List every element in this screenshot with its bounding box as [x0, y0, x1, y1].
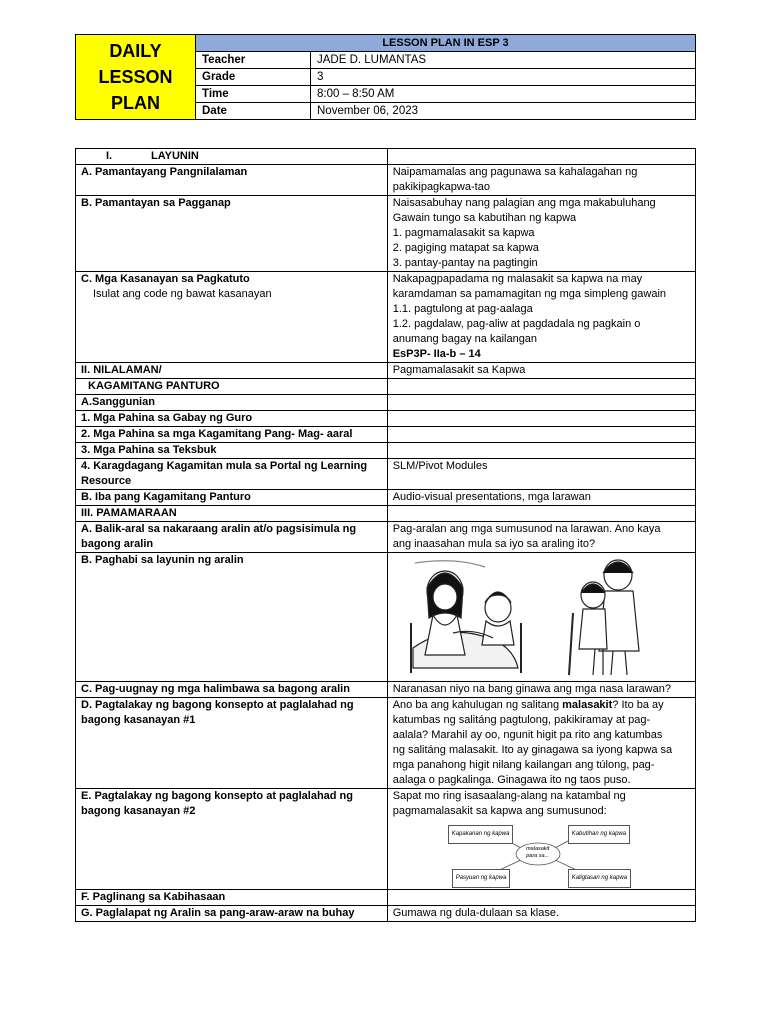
diagram-center: malasakit para sa... — [526, 846, 550, 859]
row-value: Audio-visual presentations, mga larawan — [387, 490, 695, 506]
row-label: 1. Mga Pahina sa Gabay ng Guro — [76, 411, 388, 427]
row-label: B. Paghabi sa layunin ng aralin — [76, 553, 388, 682]
table-row — [76, 553, 696, 682]
row-label: A. Pamantayang Pangnilalaman — [76, 165, 388, 196]
row-value: Pag-aralan ang mga sumusunod na larawan. Ano kaya ang inaasahan mula sa iyo sa araling ito? — [387, 522, 695, 553]
diagram-box: Kaligtasan ng kapwa — [568, 869, 631, 888]
illustration-cell — [387, 553, 695, 682]
row-label: C. Pag-uugnay ng mga halimbawa sa bagong aralin — [76, 682, 388, 698]
row-label: 4. Karagdagang Kagamitan mula sa Portal ng Learning Resource — [76, 459, 388, 490]
section-heading — [76, 149, 388, 165]
malasakit-diagram — [448, 825, 628, 881]
header-value: JADE D. LUMANTAS — [311, 52, 696, 69]
row-value: Naranasan niyo na bang ginawa ang mga nasa larawan? — [387, 682, 695, 698]
children-illustration — [393, 553, 683, 677]
row-value: Ano ba ang kahulugan ng salitang malasakit? Ito ba ay katumbas ng salitáng pagtulong, pakikiramay at pag- aalala? Marahil ay oo, ngunit higit pa rito ang katumbas ng salitáng malasakit. Ito ay ginagawa sa iyong kapwa sa mga panahong higit nilang kailangan ang túlong, pag- aalaga o pagkalinga. Ginagawa ito ng taos puso. — [387, 698, 695, 789]
header-label: Time — [196, 86, 311, 103]
table-row — [76, 490, 696, 506]
header-value: 3 — [311, 69, 696, 86]
daily-lesson-plan-badge — [76, 35, 196, 120]
row-label: G. Paglalapat ng Aralin sa pang-araw-araw na buhay — [76, 906, 388, 922]
row-label: D. Pagtalakay ng bagong konsepto at paglalahad ng bagong kasanayan #1 — [76, 698, 388, 789]
table-row — [76, 363, 696, 379]
row-label: A. Balik-aral sa nakaraang aralin at/o pagsisimula ng bagong aralin — [76, 522, 388, 553]
diagram-box: Kapakanan ng kapwa — [448, 825, 514, 844]
table-row — [76, 890, 696, 906]
row-value: SLM/Pivot Modules — [387, 459, 695, 490]
row-label: B. Pamantayan sa Pagganap — [76, 196, 388, 272]
row-value: Pagmamalasakit sa Kapwa — [387, 363, 695, 379]
header-label: Grade — [196, 69, 311, 86]
row-label: A.Sanggunian — [76, 395, 388, 411]
table-row — [76, 789, 696, 890]
row-label: F. Paglinang sa Kabihasaan — [76, 890, 388, 906]
header-value: November 06, 2023 — [311, 103, 696, 120]
table-row — [76, 427, 696, 443]
row-label: E. Pagtalakay ng bagong konsepto at paglalahad ng bagong kasanayan #2 — [76, 789, 388, 890]
table-row — [76, 165, 696, 196]
table-row — [76, 698, 696, 789]
table-row — [76, 682, 696, 698]
diagram-box: Pasyuan ng kapwa — [452, 869, 511, 888]
section-title: LAYUNIN — [151, 150, 199, 162]
section-number: I. — [106, 150, 113, 162]
table-row — [76, 459, 696, 490]
dlp-line: DAILY — [109, 41, 162, 61]
row-label: 3. Mga Pahina sa Teksbuk — [76, 443, 388, 459]
row-value: Naipamamalas ang pagunawa sa kahalagahan ng pakikipagkapwa-tao — [387, 165, 695, 196]
row-value: Gumawa ng dula-dulaan sa klase. — [387, 906, 695, 922]
row-label: KAGAMITANG PANTURO — [76, 379, 388, 395]
header-label: Date — [196, 103, 311, 120]
row-value: Sapat mo ring isasaalang-alang na katambal ng pagmamalasakit sa kapwa ang sumusunod: malasakit para sa... Kapakanan ng kapwa Kabutihan ng kapwa Pasyuan ng kapwa Kaligtasan ng kapwa — [387, 789, 695, 890]
table-row — [76, 506, 696, 522]
row-label: II. NILALAMAN/ — [76, 363, 388, 379]
dlp-line: LESSON — [98, 67, 173, 87]
header-table — [75, 34, 696, 120]
table-row — [76, 443, 696, 459]
keyword-malasakit: malasakit — [562, 699, 613, 711]
row-label: 2. Mga Pahina sa mga Kagamitang Pang- Mag- aaral — [76, 427, 388, 443]
table-row — [76, 395, 696, 411]
row-label: C. Mga Kasanayan sa Pagkatuto Isulat ang code ng bawat kasanayan — [76, 272, 388, 363]
table-row — [76, 272, 696, 363]
helping-injured-child-drawing — [569, 560, 639, 675]
table-row — [76, 379, 696, 395]
row-value: Nakapagpapadama ng malasakit sa kapwa na may karamdaman sa pamamagitan ng mga simpleng gawain 1.1. pagtulong at pag-aalaga 1.2. pagdalaw, pag-aliw at pagdadala ng pagkain o anumang bagay na kailangan EsP3P- IIa-b – 14 — [387, 272, 695, 363]
header-value: 8:00 – 8:50 AM — [311, 86, 696, 103]
table-row — [76, 196, 696, 272]
competency-code: EsP3P- IIa-b – 14 — [392, 348, 481, 360]
lesson-plan-title: LESSON PLAN IN ESP 3 — [196, 35, 696, 52]
table-row — [76, 906, 696, 922]
table-row — [76, 411, 696, 427]
row-label: B. Iba pang Kagamitang Panturo — [76, 490, 388, 506]
dlp-line: PLAN — [111, 93, 160, 113]
table-row — [76, 522, 696, 553]
row-value: Naisasabuhay nang palagian ang mga makabuluhang Gawain tungo sa kabutihan ng kapwa 1. pagmamalasakit sa kapwa 2. pagiging matapat sa kapwa 3. pantay-pantay na pagtingin — [387, 196, 695, 272]
table-row — [76, 149, 696, 165]
visiting-sick-child-drawing — [411, 561, 521, 673]
row-label: III. PAMAMARAAN — [76, 506, 388, 522]
row-sublabel: Isulat ang code ng bawat kasanayan — [93, 288, 272, 300]
diagram-box: Kabutihan ng kapwa — [568, 825, 630, 844]
lesson-plan-table — [75, 148, 696, 922]
header-label: Teacher — [196, 52, 311, 69]
